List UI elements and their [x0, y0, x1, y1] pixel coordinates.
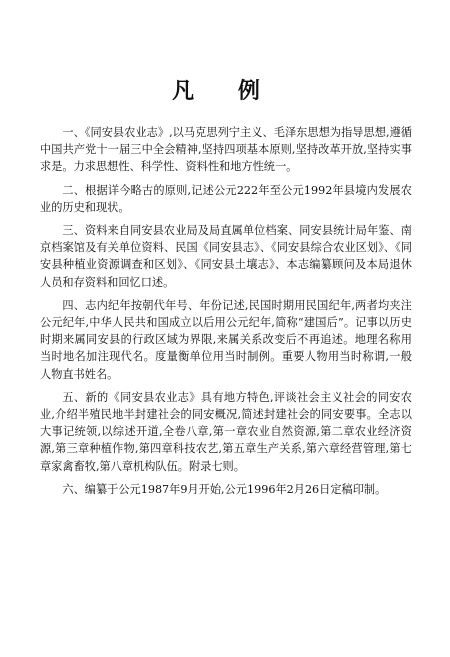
paragraph-2: 二、根据详今略古的原则,记述公元222年至公元1992年县境内发展农业的历史和现状。 [40, 183, 412, 214]
paragraph-3: 三、资料来自同安县农业局及局直属单位档案、同安县统计局年鉴、南京档案馆及有关单位资料、民国《同安县志》、《同安县综合农业区划》、《同安县种植业资源调查和区划》、《同安县土壤志》、本志编纂顾问及本局退休人员和存资料和回忆口述。 [40, 224, 412, 289]
paragraph-1: 一、《同安县农业志》,以马克思列宁主义、毛泽东思想为指导思想,遵循中国共产党十一届三中全会精神,坚持四项基本原则,坚持改革开放,坚持实事求是。力求思想性、科学性、资料性和地方性统一。 [40, 126, 412, 174]
document-body [40, 124, 412, 504]
paragraph-5: 五、新的《同安县农业志》具有地方特色,评谈社会主义社会的同安农业,介绍半殖民地半封建社会的同安概况,简述封建社会的同安要事。全志以大事记统领,以综述开道,全卷八章,第一章农业自然资源,第二章农业经济资源,第三章种植作物,第四章科技农艺,第五章生产关系,第六章经营管理,第七章家禽畜牧,第八章机构队伍。附录七则。 [40, 390, 412, 473]
paragraph-6: 六、编纂于公元1987年9月开始,公元1996年2月26日定稿印制。 [62, 482, 387, 496]
paragraph-4: 四、志内纪年按朝代年号、年份记述,民国时期用民国纪年,两者均夹注公元纪年,中华人民共和国成立以后用公元纪年,简称“建国后”。记事以历史时期来属同安县的行政区域为界限,来属关系改变后不再追述。地理名称用当时地名加注现代名。度量衡单位用当时制例。重要人物用当时称谓,一般人物直书姓名。 [40, 298, 412, 381]
page-title: 凡 例 [172, 78, 278, 104]
